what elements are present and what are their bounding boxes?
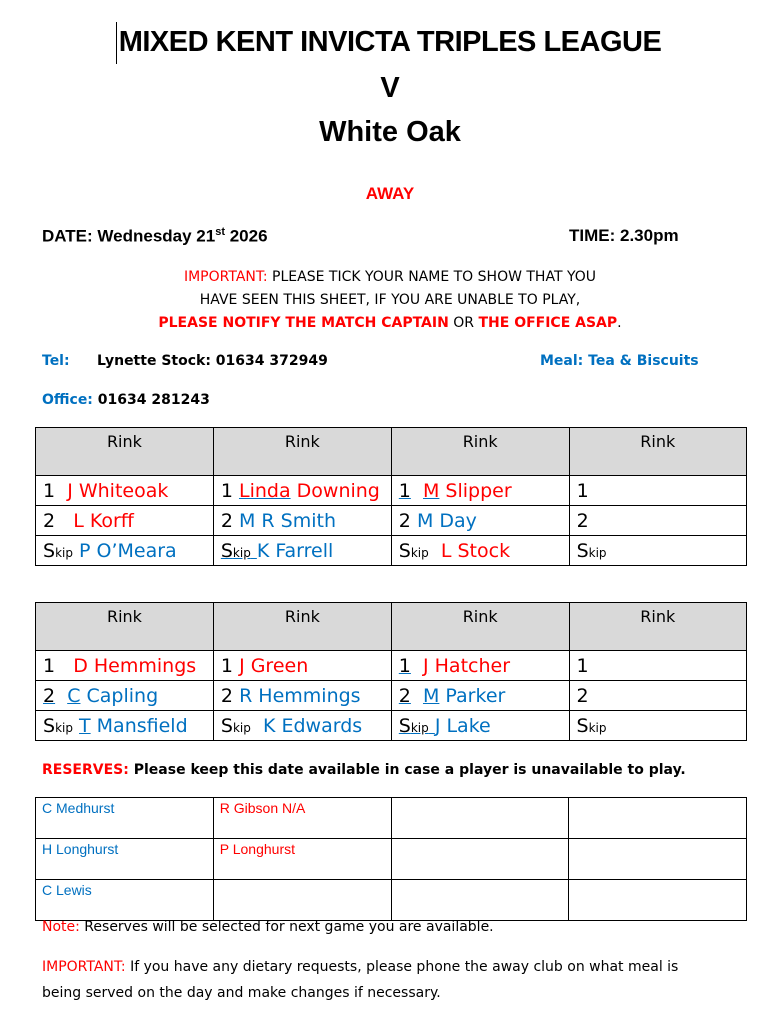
reserve-cell[interactable] bbox=[569, 798, 747, 839]
reserve-cell[interactable]: P Longhurst bbox=[213, 839, 391, 880]
tel-value: Lynette Stock: 01634 372949 bbox=[97, 353, 328, 369]
player-cell[interactable]: 2 M Parker bbox=[391, 681, 569, 711]
reserve-cell[interactable] bbox=[569, 839, 747, 880]
player-cell[interactable]: 2 M Day bbox=[391, 506, 569, 536]
rink-header: Rink bbox=[391, 428, 569, 476]
reserve-cell[interactable] bbox=[391, 798, 569, 839]
player-cell[interactable]: 1 J Green bbox=[213, 651, 391, 681]
match-time: TIME: 2.30pm bbox=[569, 226, 679, 245]
player-cell[interactable]: 2 M R Smith bbox=[213, 506, 391, 536]
player-cell[interactable]: 1 D Hemmings bbox=[36, 651, 214, 681]
rink-header: Rink bbox=[36, 428, 214, 476]
dietary-note-line-2: being served on the day and make changes if necessary. bbox=[42, 985, 441, 1001]
reserve-cell[interactable] bbox=[569, 880, 747, 921]
important-line-1: IMPORTANT: PLEASE TICK YOUR NAME TO SHOW THAT YOU bbox=[183, 269, 597, 285]
player-cell[interactable]: 2 R Hemmings bbox=[213, 681, 391, 711]
player-cell[interactable]: 1 bbox=[569, 651, 746, 681]
meal-info: Meal: Tea & Biscuits bbox=[540, 353, 699, 369]
skip-cell[interactable]: Skip K Farrell bbox=[213, 536, 391, 566]
versus-label: V bbox=[380, 72, 400, 104]
player-cell[interactable]: 2 bbox=[569, 681, 746, 711]
reserves-selection-note: Note: Reserves will be selected for next game you are available. bbox=[42, 919, 494, 935]
player-cell[interactable]: 1 J Hatcher bbox=[391, 651, 569, 681]
skip-cell[interactable]: Skip P O’Meara bbox=[36, 536, 214, 566]
reserve-cell[interactable]: C Lewis bbox=[36, 880, 214, 921]
skip-cell[interactable]: Skip T Mansfield bbox=[36, 711, 214, 741]
page-title: MIXED KENT INVICTA TRIPLES LEAGUE bbox=[118, 26, 662, 58]
skip-cell[interactable]: Skip K Edwards bbox=[213, 711, 391, 741]
skip-cell[interactable]: Skip bbox=[569, 711, 746, 741]
reserve-cell[interactable] bbox=[213, 880, 391, 921]
player-cell[interactable]: 1 J Whiteoak bbox=[36, 476, 214, 506]
rink-header: Rink bbox=[36, 603, 214, 651]
reserve-cell[interactable]: H Longhurst bbox=[36, 839, 214, 880]
player-cell[interactable]: 2 bbox=[569, 506, 746, 536]
rink-header: Rink bbox=[213, 603, 391, 651]
dietary-note-line-1: IMPORTANT: If you have any dietary requests, please phone the away club on what meal is bbox=[42, 959, 679, 975]
player-cell[interactable]: 1 M Slipper bbox=[391, 476, 569, 506]
player-cell[interactable]: 2 L Korff bbox=[36, 506, 214, 536]
tel-label: Tel: bbox=[42, 353, 70, 369]
reserves-note: RESERVES: Please keep this date available in case a player is unavailable to play. bbox=[42, 762, 686, 778]
rink-header: Rink bbox=[569, 603, 746, 651]
rink-header: Rink bbox=[213, 428, 391, 476]
player-cell[interactable]: 2 C Capling bbox=[36, 681, 214, 711]
reserves-table bbox=[35, 797, 747, 921]
skip-cell[interactable]: Skip L Stock bbox=[391, 536, 569, 566]
player-cell[interactable]: 1 bbox=[569, 476, 746, 506]
reserve-cell[interactable]: C Medhurst bbox=[36, 798, 214, 839]
important-line-3: PLEASE NOTIFY THE MATCH CAPTAIN OR THE OFFICE ASAP. bbox=[158, 315, 622, 331]
skip-cell[interactable]: Skip bbox=[569, 536, 746, 566]
rink-table-2 bbox=[35, 602, 747, 741]
opponent-name: White Oak bbox=[319, 116, 461, 148]
player-cell[interactable]: 1 Linda Downing bbox=[213, 476, 391, 506]
match-date: DATE: Wednesday 21st 2026 bbox=[42, 226, 268, 246]
reserve-cell[interactable]: R Gibson N/A bbox=[213, 798, 391, 839]
venue-label: AWAY bbox=[365, 184, 415, 203]
skip-cell[interactable]: Skip J Lake bbox=[391, 711, 569, 741]
rink-header: Rink bbox=[569, 428, 746, 476]
reserve-cell[interactable] bbox=[391, 839, 569, 880]
office-contact: Office: 01634 281243 bbox=[42, 392, 210, 408]
rink-header: Rink bbox=[391, 603, 569, 651]
reserve-cell[interactable] bbox=[391, 880, 569, 921]
rink-table-1 bbox=[35, 427, 747, 566]
important-line-2: HAVE SEEN THIS SHEET, IF YOU ARE UNABLE TO PLAY, bbox=[199, 292, 581, 308]
